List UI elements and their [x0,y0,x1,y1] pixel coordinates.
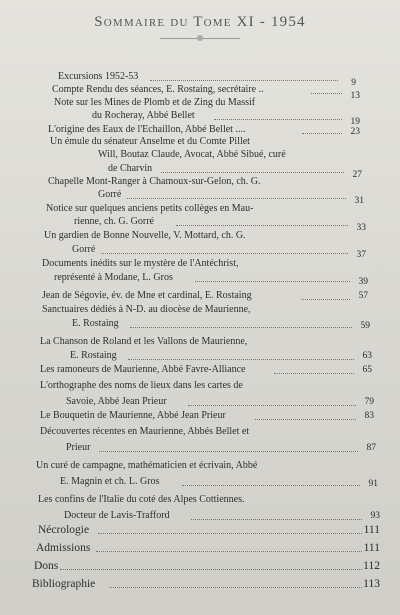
leader-dots [96,551,362,552]
toc-entry-line: L'orthographe des noms de lieux dans les cartes de [40,380,243,391]
toc-entry-line: Découvertes récentes en Maurienne, Abbés Bellet et [40,426,250,437]
toc-entry-line: Note sur les Mines de Plomb et de Zing du Massif [54,97,256,108]
toc-entry-line: Bibliographie [32,578,96,590]
leader-dots [109,587,362,588]
leader-dots [214,119,342,120]
toc-entry-line: E. Rostaing [72,318,119,329]
leader-dots [60,569,362,570]
toc-entry-line: Nécrologie [38,524,90,536]
toc-page-number: 27 [352,170,362,180]
toc-page-number: 33 [356,223,366,233]
leader-dots [128,359,354,360]
toc-entry-line: Chapelle Mont-Ranger à Chamoux-sur-Gelon, ch. G. [48,176,261,187]
toc-entry-line: Les confins de l'Italie du coté des Alpes Cottiennes. [38,494,245,505]
toc-page-number: 63 [362,351,372,361]
leader-dots [101,253,349,254]
toc-page-number: 111 [363,524,380,536]
toc-page-number: 39 [358,277,368,287]
toc-page-number: 112 [363,560,380,572]
leader-dots [182,485,360,486]
leader-dots [188,405,356,406]
toc-entry-line: Sanctuaires dédiés à N-D. au diocèse de Maurienne, [42,304,251,315]
toc-page-number: 57 [358,291,368,301]
toc-entry-line: Will, Boutaz Claude, Avocat, Abbé Sibué, curé [98,149,286,160]
toc-entry-line: Dons [34,560,59,572]
leader-dots [195,281,350,282]
toc-page-number: 79 [364,397,374,407]
toc-page-number: 93 [370,511,380,521]
toc-entry-line: Un émule du sénateur Anselme et du Comte Pillet [50,136,250,147]
toc-entry-line: Gorré [72,244,96,255]
toc-entry-line: L'origine des Eaux de l'Echaillon, Abbé Bellet .... [48,124,246,135]
toc-page-number: 59 [360,321,370,331]
toc-page-number: 23 [350,127,360,137]
page-title: Sommaire du Tome XI - 1954 [94,14,306,30]
ornament-icon [197,35,203,41]
toc-entry-line: Compte Rendu des séances, E. Rostaing, secrétaire .. [52,84,264,95]
toc-entry-line: Documents inédits sur le mystère de l'Antéchrist, [42,258,239,269]
toc-entry-line: Excursions 1952-53 [58,71,139,82]
toc-entry-line: Prieur [66,442,91,453]
toc-entry-line: La Chanson de Roland et les Vallons de Maurienne, [40,336,248,347]
toc-entry-line: Docteur de Lavis-Trafford [64,510,170,521]
toc-entry-line: E. Magnin et ch. L. Gros [60,476,160,487]
toc-page-number: 83 [364,411,374,421]
toc-entry-line: Un curé de campagne, mathématicien et écrivain, Abbé [36,460,258,471]
leader-dots [161,172,344,173]
toc-entry-line: Un gardien de Bonne Nouvelle, V. Mottard, ch. G. [44,230,246,241]
toc-entry-line: du Rocheray, Abbé Bellet [92,110,195,121]
toc-entry-line: Gorré [98,189,122,200]
toc-page-number: 87 [366,443,376,453]
leader-dots [255,419,356,420]
leader-dots [176,225,348,226]
toc-entry-line: Les ramoneurs de Maurienne, Abbé Favre-Alliance [40,364,246,375]
toc-page-number: 37 [356,250,366,260]
leader-dots [150,80,338,81]
toc-entry-line: rienne, ch. G. Gorré [74,216,154,227]
leader-dots [98,533,362,534]
toc-entry-line: Le Bouquetin de Maurienne, Abbé Jean Prieur [40,410,226,421]
toc-page-number: 65 [362,365,372,375]
leader-dots [127,198,347,199]
toc-page-number: 31 [354,196,364,206]
toc-page-number: 111 [363,542,380,554]
toc-page-number: 13 [350,91,360,101]
toc-entry-line: représenté à Modane, L. Gros [54,272,173,283]
toc-entry-line: de Charvin [108,163,153,174]
toc-entry-line: E. Rostaing [70,350,117,361]
toc-entry-line: Admissions [36,542,91,554]
leader-dots [191,519,363,520]
toc-page-number: 9 [351,78,356,88]
leader-dots [99,451,358,452]
toc-entry-line: Savoie, Abbé Jean Prieur [66,396,167,407]
toc-page-number: 91 [368,479,378,489]
toc-page-number: 19 [350,117,360,127]
leader-dots [130,327,352,328]
toc-entry-line: Jean de Ségovie, év. de Mne et cardinal, E. Rostaing [42,290,252,301]
toc-entry-line: Notice sur quelques anciens petits collèges en Mau- [46,203,254,214]
toc-page-number: 113 [363,578,380,590]
